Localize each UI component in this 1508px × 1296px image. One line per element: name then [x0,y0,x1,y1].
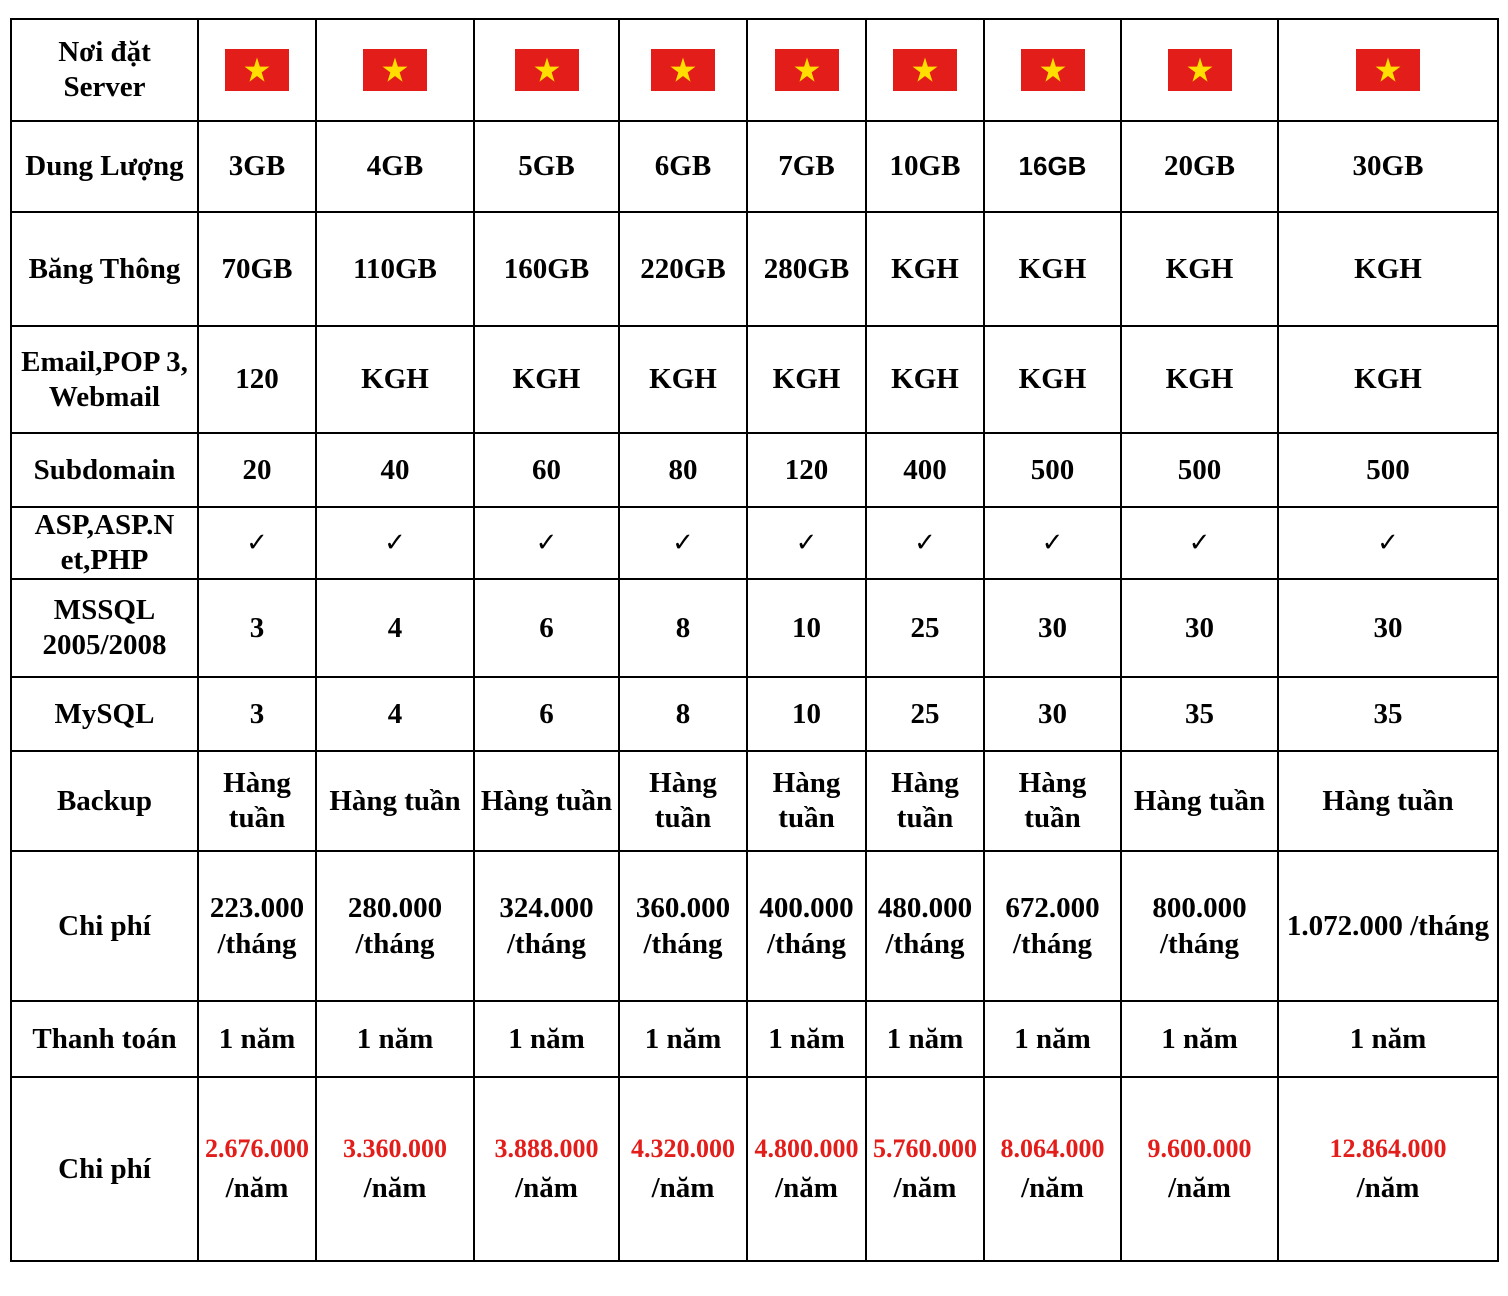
plan-cell [1121,1077,1278,1261]
plan-mssql: 30 [1038,611,1067,644]
plan-bandwidth: 160GB [503,252,590,285]
plan-cell [198,326,316,433]
plan-storage: 10GB [889,150,961,182]
plan-cell [1278,212,1498,326]
plan-payment: 1 năm [1161,1022,1238,1055]
plan-cell [198,212,316,326]
plan-mysql: 6 [539,697,554,730]
plan-backup: Hàng tuần [329,784,461,817]
plan-cell [1278,326,1498,433]
plan-mysql: 3 [249,697,265,730]
yearly-unit: /năm [225,1171,289,1204]
plan-storage: 5GB [518,150,575,182]
yearly-unit: /năm [1168,1171,1231,1204]
check-icon: ✓ [914,528,936,558]
plan-cell [316,751,474,851]
plan-storage: 4GB [366,150,424,182]
plan-cell [474,677,619,751]
yearly-unit: /năm [363,1171,427,1204]
plan-cell [474,579,619,677]
plan-bandwidth: KGH [1354,252,1422,285]
plan-cell [474,433,619,507]
plan-email: KGH [1165,363,1234,395]
plan-mssql: 30 [1185,611,1214,644]
plan-cell [984,121,1121,212]
row-payment [11,1001,1498,1077]
plan-email: 120 [235,363,279,395]
plan-storage: 7GB [778,150,835,182]
check-icon: ✓ [672,528,694,558]
plan-cell [198,851,316,1001]
plan-subdomain: 80 [668,453,698,486]
plan-mssql: 8 [675,611,691,644]
plan-cell [984,579,1121,677]
plan-cell [474,1077,619,1261]
plan-cell [619,751,747,851]
row-label: MSSQL 2005/2008 [11,579,198,677]
plan-cell [747,751,866,851]
plan-mysql: 8 [675,697,691,730]
plan-cell [619,212,747,326]
plan-cell [198,507,316,579]
plan-cell [198,1077,316,1261]
plan-email: KGH [891,363,959,395]
yearly-price: 8.064.000 [1000,1133,1105,1163]
row-asp [11,507,1498,579]
plan-cell [747,326,866,433]
check-icon: ✓ [384,528,406,558]
plan-cell [619,433,747,507]
row-mysql [11,677,1498,751]
row-label: Thanh toán [11,1001,198,1077]
plan-cell [316,851,474,1001]
plan-cell [984,677,1121,751]
check-icon: ✓ [1041,528,1064,558]
plan-bandwidth: 70GB [221,252,293,285]
plan-cell [747,851,866,1001]
yearly-price: 2.676.000 [205,1133,309,1163]
plan-subdomain: 400 [903,453,947,486]
row-label: MySQL [11,677,198,751]
vietnam-flag-icon [893,49,957,91]
plan-backup: Hàng tuần [223,767,291,834]
plan-cell [866,121,984,212]
plan-email: KGH [361,363,429,395]
plan-cell [1278,677,1498,751]
plan-cell [474,19,619,121]
plan-cell [1121,19,1278,121]
row-yearly-cost [11,1077,1498,1261]
plan-cell [747,212,866,326]
yearly-price: 4.800.000 [754,1133,859,1163]
plan-cell [984,212,1121,326]
plan-cell [198,751,316,851]
plan-backup: Hàng tuần [1322,784,1454,817]
row-storage [11,121,1498,212]
plan-cell [747,507,866,579]
plan-cell [866,1001,984,1077]
plan-cell [866,677,984,751]
plan-bandwidth: 110GB [353,252,437,285]
plan-monthly: 400.000 /tháng [759,892,854,960]
plan-cell [866,507,984,579]
vietnam-flag-icon [363,49,427,91]
check-icon: ✓ [246,528,268,558]
plan-cell [198,677,316,751]
plan-cell [198,579,316,677]
row-label: Dung Lượng [11,121,198,212]
plan-cell [316,433,474,507]
yearly-unit: /năm [1021,1171,1084,1204]
plan-cell [747,1001,866,1077]
plan-cell [1278,121,1498,212]
plan-cell [866,19,984,121]
plan-cell [619,1001,747,1077]
plan-subdomain: 500 [1366,453,1410,486]
plan-bandwidth: 280GB [763,252,850,285]
plan-cell [316,212,474,326]
plan-mssql: 4 [387,611,403,644]
plan-bandwidth: KGH [891,252,959,285]
plan-cell [316,19,474,121]
plan-storage: 30GB [1352,150,1424,182]
plan-cell [984,1001,1121,1077]
plan-storage: 20GB [1164,150,1235,182]
plan-cell [1278,19,1498,121]
plan-storage: 6GB [654,150,712,182]
plan-cell [1278,433,1498,507]
plan-subdomain: 60 [532,453,561,486]
plan-payment: 1 năm [1014,1022,1091,1055]
yearly-unit: /năm [775,1171,838,1204]
plan-cell [984,19,1121,121]
plan-cell [1278,1077,1498,1261]
plan-cell [866,751,984,851]
plan-mysql: 30 [1038,697,1067,730]
plan-mssql: 30 [1373,611,1403,644]
plan-payment: 1 năm [218,1022,296,1055]
plan-cell [316,507,474,579]
plan-cell [1121,433,1278,507]
plan-cell [474,326,619,433]
plan-monthly: 360.000 /tháng [635,892,731,960]
plan-email: KGH [772,363,841,395]
plan-cell [984,751,1121,851]
plan-mysql: 25 [910,697,940,730]
plan-cell [1278,751,1498,851]
plan-cell [866,851,984,1001]
plan-cell [866,1077,984,1261]
plan-cell [316,121,474,212]
plan-cell [619,19,747,121]
row-server-location [11,19,1498,121]
plan-cell [316,1001,474,1077]
yearly-unit: /năm [893,1171,957,1204]
row-label: Subdomain [11,433,198,507]
plan-monthly: 800.000 /tháng [1152,892,1247,960]
plan-cell [1121,677,1278,751]
plan-cell [198,19,316,121]
vietnam-flag-icon [1021,49,1085,91]
check-icon: ✓ [535,528,558,558]
plan-backup: Hàng tuần [649,767,717,834]
vietnam-flag-icon [1356,49,1420,91]
row-label: Chi phí [11,1077,198,1261]
plan-cell [866,326,984,433]
plan-backup: Hàng tuần [772,767,841,834]
plan-mssql: 25 [910,611,940,644]
plan-monthly: 280.000 /tháng [347,892,443,960]
plan-monthly: 324.000 /tháng [499,892,594,960]
yearly-unit: /năm [651,1171,715,1204]
plan-mysql: 35 [1185,697,1214,730]
plan-backup: Hàng tuần [891,767,959,834]
plan-storage: 16GB [1018,151,1087,181]
plan-cell [747,19,866,121]
plan-cell [747,677,866,751]
plan-cell [866,433,984,507]
plan-cell [1278,851,1498,1001]
plan-subdomain: 500 [1177,453,1222,486]
plan-subdomain: 120 [784,453,829,486]
plan-cell [866,212,984,326]
row-label: Nơi đặt Server [11,19,198,121]
plan-payment: 1 năm [886,1022,964,1055]
plan-cell [747,579,866,677]
plan-mssql: 10 [792,611,821,644]
yearly-unit: /năm [515,1171,578,1204]
vietnam-flag-icon [775,49,839,91]
vietnam-flag-icon [1168,49,1232,91]
plan-cell [474,1001,619,1077]
yearly-price: 5.760.000 [873,1133,977,1163]
plan-payment: 1 năm [508,1022,585,1055]
check-icon: ✓ [1377,528,1399,558]
plan-cell [984,507,1121,579]
plan-cell [1121,212,1278,326]
row-subdomain [11,433,1498,507]
plan-email: KGH [512,363,581,395]
plan-cell [1121,507,1278,579]
plan-payment: 1 năm [768,1022,845,1055]
plan-subdomain: 500 [1030,453,1075,486]
plan-cell [316,677,474,751]
vietnam-flag-icon [225,49,289,91]
plan-cell [474,121,619,212]
plan-mysql: 4 [387,697,403,730]
yearly-price: 3.888.000 [494,1133,599,1163]
plan-cell [474,751,619,851]
plan-cell [619,326,747,433]
row-label: Băng Thông [11,212,198,326]
plan-cell [984,851,1121,1001]
plan-payment: 1 năm [1349,1022,1427,1055]
row-backup [11,751,1498,851]
plan-cell [1121,579,1278,677]
plan-cell [198,433,316,507]
plan-bandwidth: 220GB [640,252,726,285]
check-icon: ✓ [795,528,818,558]
plan-cell [198,121,316,212]
row-label: Chi phí [11,851,198,1001]
yearly-price: 12.864.000 [1329,1133,1447,1163]
plan-cell [619,677,747,751]
plan-cell [619,121,747,212]
plan-cell [1121,326,1278,433]
plan-backup: Hàng tuần [1133,784,1266,817]
plan-cell [1278,507,1498,579]
plan-bandwidth: KGH [1018,252,1087,285]
plan-cell [474,851,619,1001]
plan-cell [619,507,747,579]
hosting-plans-table [10,18,1499,1262]
plan-cell [316,326,474,433]
plan-cell [619,579,747,677]
plan-bandwidth: KGH [1165,252,1234,285]
row-label: Email,POP 3, Webmail [11,326,198,433]
vietnam-flag-icon [651,49,715,91]
plan-cell [474,212,619,326]
plan-cell [1278,1001,1498,1077]
plan-cell [316,579,474,677]
plan-subdomain: 40 [380,453,410,486]
plan-cell [1121,121,1278,212]
plan-cell [1278,579,1498,677]
row-monthly-cost [11,851,1498,1001]
row-bandwidth [11,212,1498,326]
plan-cell [747,433,866,507]
row-mssql [11,579,1498,677]
plan-cell [198,1001,316,1077]
plan-monthly: 480.000 /tháng [877,892,973,960]
plan-monthly: 1.072.000 /tháng [1286,910,1490,942]
check-icon: ✓ [1188,528,1211,558]
plan-cell [474,507,619,579]
plan-backup: Hàng tuần [1018,767,1087,834]
plan-email: KGH [649,363,717,395]
plan-monthly: 223.000 /tháng [209,892,305,960]
plan-cell [619,1077,747,1261]
row-label: Backup [11,751,198,851]
plan-monthly: 672.000 /tháng [1005,892,1100,960]
plan-mysql: 10 [792,697,821,730]
plan-storage: 3GB [228,150,286,182]
plan-mssql: 6 [539,611,554,644]
plan-cell [984,433,1121,507]
plan-mysql: 35 [1373,697,1403,730]
row-email [11,326,1498,433]
plan-cell [619,851,747,1001]
plan-payment: 1 năm [644,1022,722,1055]
plan-cell [866,579,984,677]
plan-cell [1121,851,1278,1001]
plan-email: KGH [1354,363,1422,395]
plan-mssql: 3 [249,611,265,644]
vietnam-flag-icon [515,49,579,91]
plan-email: KGH [1018,363,1087,395]
yearly-price: 3.360.000 [343,1133,447,1163]
plan-cell [747,1077,866,1261]
yearly-price: 9.600.000 [1147,1133,1252,1163]
plan-cell [984,326,1121,433]
row-label: ASP,ASP.N et,PHP [11,507,198,579]
plan-cell [1121,751,1278,851]
plan-backup: Hàng tuần [480,784,613,817]
plan-subdomain: 20 [242,453,272,486]
plan-cell [984,1077,1121,1261]
plan-payment: 1 năm [356,1022,434,1055]
yearly-price: 4.320.000 [631,1133,735,1163]
plan-cell [316,1077,474,1261]
plan-cell [1121,1001,1278,1077]
yearly-unit: /năm [1356,1171,1420,1204]
plan-cell [747,121,866,212]
